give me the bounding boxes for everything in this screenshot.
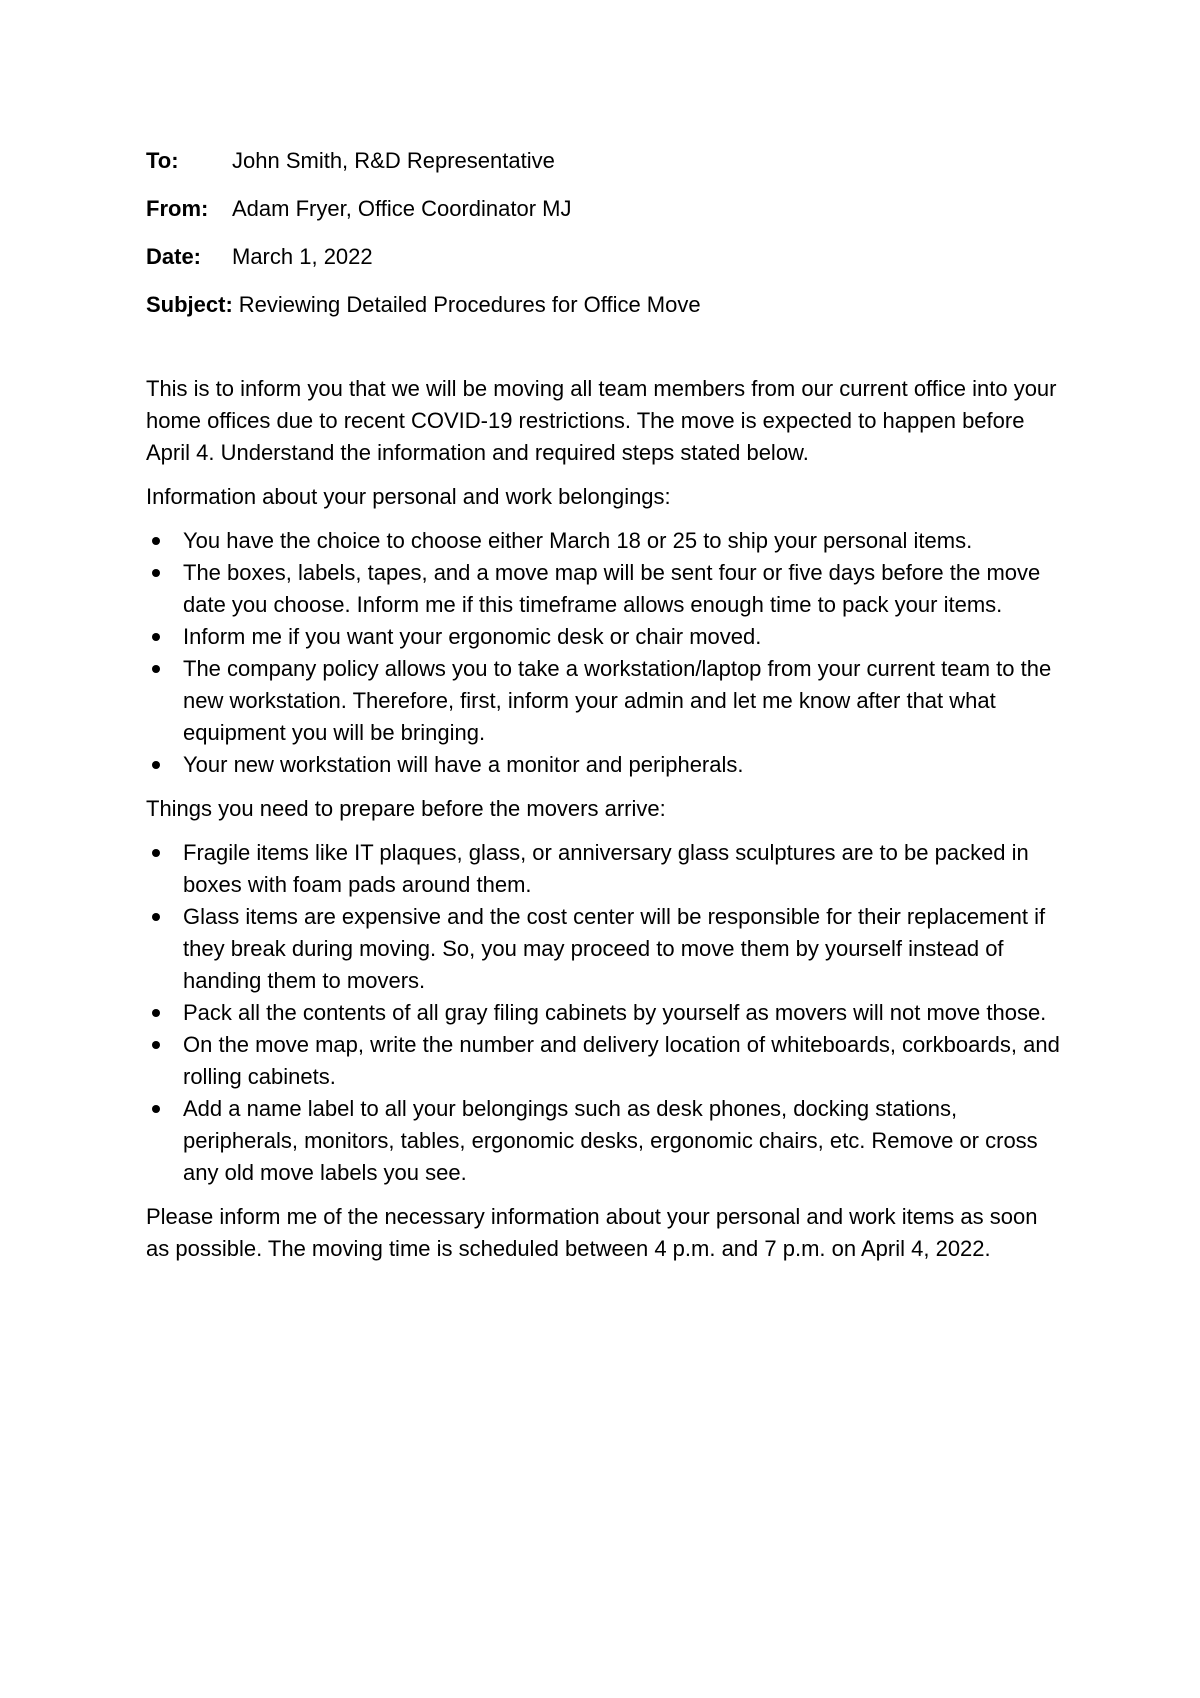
memo-from-row xyxy=(146,193,1066,225)
list-item-text: The company policy allows you to take a workstation/laptop from your current team to the new workstation. Therefore, first, inform your admin and let me know after that what equipment you will be bringing. xyxy=(183,656,1052,745)
list-item-text: The boxes, labels, tapes, and a move map will be sent four or five days before the move date you choose. Inform me if this timeframe allows enough time to pack your items. xyxy=(183,560,1041,617)
prepare-heading: Things you need to prepare before the movers arrive: xyxy=(146,796,666,821)
to-label: To: xyxy=(146,148,179,173)
list-item xyxy=(146,557,1066,621)
list-item-text: Add a name label to all your belongings such as desk phones, docking stations, peripherals, monitors, tables, ergonomic desks, ergonomic chairs, etc. Remove or cross any old move labels you see. xyxy=(183,1096,1038,1185)
bullet-dot-icon xyxy=(152,1041,160,1049)
list-item-text: Fragile items like IT plaques, glass, or anniversary glass sculptures are to be packed in boxes with foam pads around them. xyxy=(183,840,1029,897)
list-item-text: Pack all the contents of all gray filing cabinets by yourself as movers will not move those. xyxy=(183,1000,1047,1025)
date-value: March 1, 2022 xyxy=(232,244,373,269)
date-label: Date: xyxy=(146,244,202,269)
prepare-list xyxy=(146,837,1066,1189)
list-item-text: You have the choice to choose either March 18 or 25 to ship your personal items. xyxy=(183,528,973,553)
list-item xyxy=(146,901,1066,997)
memo-subject-row xyxy=(146,289,1066,321)
list-item xyxy=(146,749,1066,781)
list-item-text: On the move map, write the number and delivery location of whiteboards, corkboards, and rolling cabinets. xyxy=(183,1032,1060,1089)
memo xyxy=(146,145,1066,1277)
bullet-dot-icon xyxy=(152,1105,160,1113)
memo-to-row xyxy=(146,145,1066,177)
intro-paragraph: This is to inform you that we will be moving all team members from our current office into your home offices due to recent COVID-19 restrictions. The move is expected to happen before April 4. Understand the information and required steps stated below. xyxy=(146,376,1057,465)
list-item-text: Your new workstation will have a monitor and peripherals. xyxy=(183,752,744,777)
from-value: Adam Fryer, Office Coordinator MJ xyxy=(232,196,572,221)
memo-date-row xyxy=(146,241,1066,273)
belongings-heading: Information about your personal and work belongings: xyxy=(146,484,671,509)
subject-label: Subject: xyxy=(146,292,233,317)
list-item xyxy=(146,525,1066,557)
belongings-list xyxy=(146,525,1066,781)
bullet-dot-icon xyxy=(152,761,160,769)
bullet-dot-icon xyxy=(152,1009,160,1017)
list-item-text: Inform me if you want your ergonomic desk or chair moved. xyxy=(183,624,762,649)
from-label: From: xyxy=(146,196,209,221)
list-item-text: Glass items are expensive and the cost center will be responsible for their replacement if they break during moving. So, you may proceed to move them by yourself instead of handing them to movers. xyxy=(183,904,1046,993)
bullet-dot-icon xyxy=(152,633,160,641)
bullet-dot-icon xyxy=(152,849,160,857)
list-item xyxy=(146,1029,1066,1093)
list-item xyxy=(146,1093,1066,1189)
list-item xyxy=(146,653,1066,749)
to-value: John Smith, R&D Representative xyxy=(232,148,555,173)
closing-paragraph: Please inform me of the necessary information about your personal and work items as soon as possible. The moving time is scheduled between 4 p.m. and 7 p.m. on April 4, 2022. xyxy=(146,1204,1038,1261)
bullet-dot-icon xyxy=(152,913,160,921)
bullet-dot-icon xyxy=(152,569,160,577)
list-item xyxy=(146,997,1066,1029)
subject-value: Reviewing Detailed Procedures for Office Move xyxy=(238,292,701,317)
bullet-dot-icon xyxy=(152,537,160,545)
memo-body xyxy=(146,373,1066,1265)
bullet-dot-icon xyxy=(152,665,160,673)
list-item xyxy=(146,621,1066,653)
list-item xyxy=(146,837,1066,901)
